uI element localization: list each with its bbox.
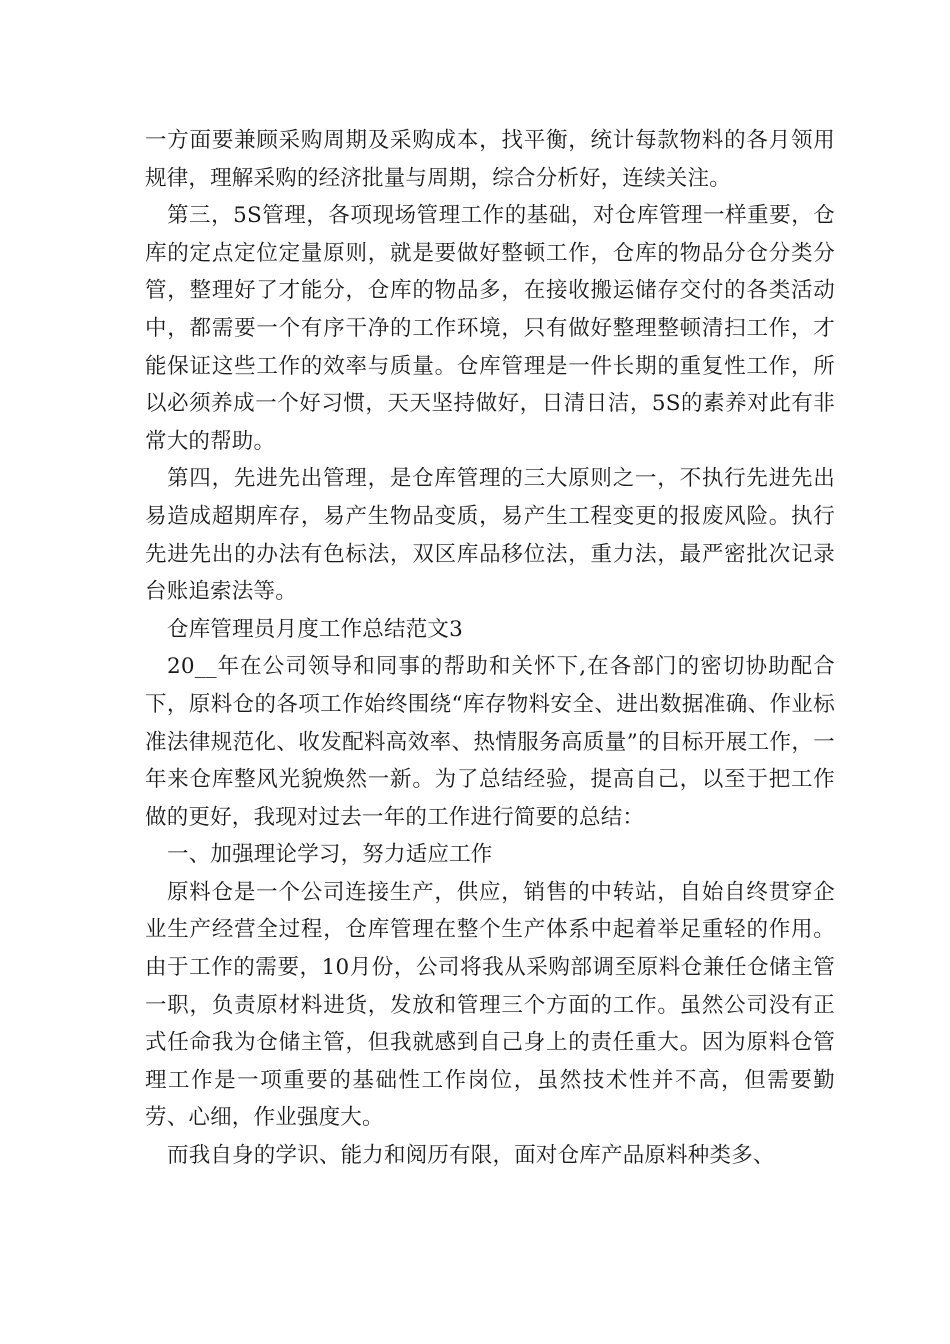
section-heading-theory-study: 一、加强理论学习，努力适应工作	[167, 842, 493, 868]
paragraph-raw-material-warehouse: 原料仓是一个公司连接生产，供应，销售的中转站，自始自终贯穿企业生产经营全过程，仓库管理在整个生产体系中起着举足重轻的作用。由于工作的需要，10月份，公司将我从采购部调至原料仓兼任仓储主管一职，负责原材料进货，发放和管理三个方面的工作。虽然公司没有正式任命我为仓储主管，但我就感到自己身上的责任重大。因为原料仓管理工作是一项重要的基础性工作岗位，虽然技术性并不高，但需要勤劳、心细，作业强度大。	[145, 879, 835, 1131]
paragraph-procurement-cycle: 一方面要兼顾采购周期及采购成本，找平衡，统计每款物料的各月领用规律，理解采购的经济批量与周期，综合分析好，连续关注。	[145, 128, 835, 191]
paragraph-fifo-management: 第四，先进先出管理，是仓库管理的三大原则之一，不执行先进先出易造成超期库存，易产生物品变质，易产生工程变更的报废风险。执行先进先出的办法有色标法，双区库品移位法，重力法，最严密批次记录台账追索法等。	[145, 466, 835, 605]
document-body	[145, 122, 835, 1175]
section-title-sample-3: 仓库管理员月度工作总结范文3	[167, 616, 463, 642]
paragraph-annual-overview: 20__年在公司领导和同事的帮助和关怀下,在各部门的密切协助配合下，原料仓的各项工作始终围绕“库存物料安全、进出数据准确、作业标准法律规范化、收发配料高效率、热情服务高质量”的目标开展工作，一年来仓库整风光貌焕然一新。为了总结经验，提高自己，以至于把工作做的更好，我现对过去一年的工作进行简要的总结：	[145, 654, 835, 830]
paragraph-5s-management: 第三，5S管理，各项现场管理工作的基础，对仓库管理一样重要，仓库的定点定位定量原则，就是要做好整顿工作，仓库的物品分仓分类分管，整理好了才能分，仓库的物品多，在接收搬运储存交付的各类活动中，都需要一个有序干净的工作环境，只有做好整理整顿清扫工作，才能保证这些工作的效率与质量。仓库管理是一件长期的重复性工作，所以必须养成一个好习惯，天天坚持做好，日清日洁，5S的素养对此有非常大的帮助。	[145, 203, 835, 454]
paragraph-personal-limits: 而我自身的学识、能力和阅历有限，面对仓库产品原料种类多、	[167, 1143, 775, 1169]
